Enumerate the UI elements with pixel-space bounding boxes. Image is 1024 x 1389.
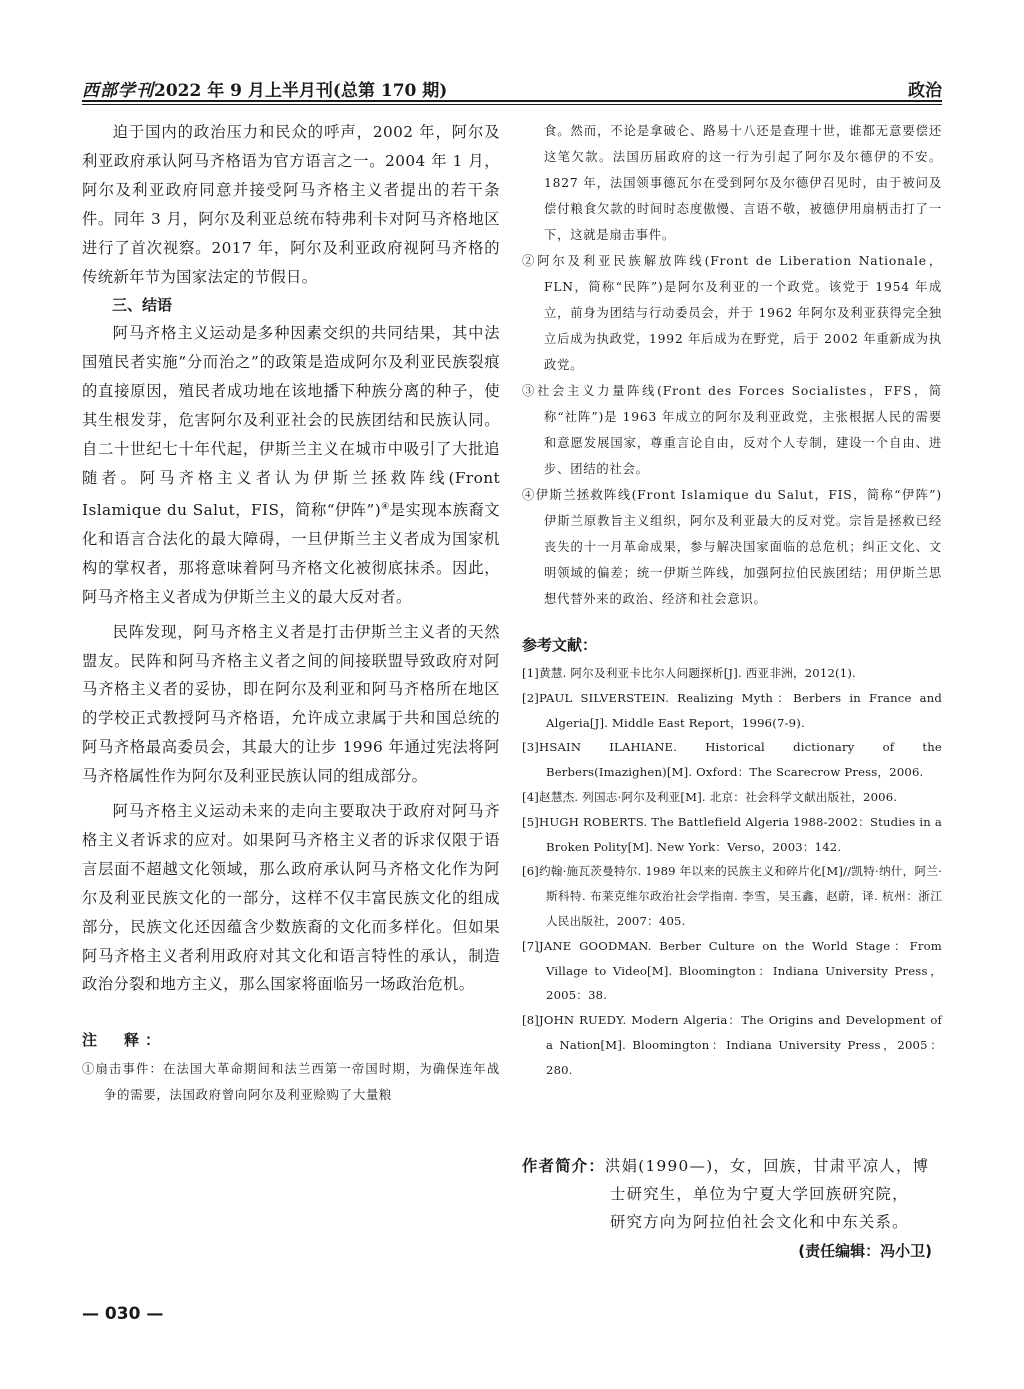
author-line-2: 士研究生，单位为宁夏大学回族研究院， [610,1185,909,1203]
notes-title: 注 释： [82,1031,167,1050]
section-heading-conclusion: 三、结语 [112,296,173,315]
header-rule [82,100,942,102]
paragraph-2 [82,319,500,611]
author-bio [522,1152,942,1264]
author-label: 作者简介： [522,1157,605,1175]
paragraph-3: 民阵发现，阿马齐格主义者是打击伊斯兰主义者的天然盟友。民阵和阿马齐格主义者之间的间接联盟导致政府对阿马齐格主义者的妥协，即在阿尔及利亚和阿马齐格所在地区的学校正式教授阿马齐格语，允许成立隶属于共和国总统的阿马齐格最高委员会，其最大的让步 1996 年通过宪法将阿马齐格属性作为阿尔及利亚民族认同的组成部分。 [82,622,500,786]
note-1-continued: 食。然而，不论是拿破仑、路易十八还是查理十世，谁都无意要偿还这笔欠款。法国历届政府的这一行为引起了阿尔及尔德伊的不安。1827 年，法国领事德瓦尔在受到阿尔及尔德伊召见时，由于被问及偿付粮食欠款的时间时态度傲慢、言语不敬，被德伊用扇柄击打了一下，这就是扇击事件。 [544,124,942,242]
reference-6: [6]约翰·施瓦茨曼特尔. 1989 年以来的民族主义和碎片化[M]//凯特·纳什，阿兰·斯科特. 布莱克维尔政治社会学指南. 李雪，吴玉鑫，赵蔚，译. 杭州：浙江人民出版社，2007：405. [522,864,942,928]
paragraph-2-part-b: 是实现本族裔文化和语言合法化的最大障碍，一旦伊斯兰主义者成为国家机构的掌权者，那将意味着阿马齐格文化被彻底抹杀。因此，阿马齐格主义者成为伊斯兰主义的最大反对者。 [82,500,500,606]
references-title: 参考文献： [522,636,598,654]
author-line-3: 研究方向为阿拉伯社会文化和中东关系。 [610,1213,909,1231]
note-2: ②阿尔及利亚民族解放阵线(Front de Liberation Nationale，FLN，简称“民阵”)是阿尔及利亚的一个政党。该党于 1954 年成立，前身为团结与行动委员会，并于 1962 年阿尔及利亚获得完全独立后成为执政党，1992 年后成为在野党，后于 2002 年重新成为执政党。 [522,254,942,372]
footnote-ref-4: ④ [381,501,390,512]
note-4: ④伊斯兰拯救阵线(Front Islamique du Salut，FIS，简称“伊阵”)伊斯兰原教旨主义组织，阿尔及利亚最大的反对党。宗旨是拯救已经丧失的十一月革命成果，参与解决国家面临的总危机；纠正文化、文明领域的偏差；统一伊斯兰阵线，加强阿拉伯民族团结；用伊斯兰思想代替外来的政治、经济和社会意识。 [522,488,942,606]
reference-5: [5]HUGH ROBERTS. The Battlefield Algeria 1988-2002：Studies in a Broken Polity[M]. New York：Verso，2003：142. [522,814,942,854]
journal-title [82,76,447,101]
author-text-1: 洪娟(1990—)，女，回族，甘肃平凉人，博 [605,1157,930,1175]
note-1: ①扇击事件：在法国大革命期间和法兰西第一帝国时期，为确保连年战争的需要，法国政府曾向阿尔及利亚赊购了大量粮 [82,1062,500,1103]
responsible-editor: (责任编辑：冯小卫) [798,1242,932,1260]
journal-logo: 西部学刊 [82,81,154,101]
author-line-1 [522,1152,942,1180]
header-rule-thin [82,104,942,105]
left-column [82,118,500,1108]
paragraph-4: 阿马齐格主义运动未来的走向主要取决于政府对阿马齐格主义者诉求的应对。如果阿马齐格主义者的诉求仅限于语言层面不超越文化领域，那么政府承认阿马齐格文化作为阿尔及利亚民族文化的一部分，这样不仅丰富民族文化的组成部分，民族文化还因蕴含少数族裔的文化而多样化。但如果阿马齐格主义者利用政府对其文化和语言特性的承认，制造政治分裂和地方主义，那么国家将面临另一场政治危机。 [82,802,500,994]
reference-3: [3]HSAIN ILAHIANE. Historical dictionary of the Berbers(Imazighen)[M]. Oxford：The Scarecrow Press，2006. [522,740,942,780]
note-3: ③社会主义力量阵线(Front des Forces Socialistes，FFS，简称“社阵”)是 1963 年成立的阿尔及利亚政党，主张根据人民的需要和意愿发展国家，尊重言论自由，反对个人专制，建设一个自由、进步、团结的社会。 [522,384,942,476]
reference-4: [4]赵慧杰. 列国志·阿尔及利亚[M]. 北京：社会科学文献出版社，2006. [522,789,898,804]
journal-issue: 2022 年 9 月上半月刊(总第 170 期) [154,81,448,101]
paragraph-1: 迫于国内的政治压力和民众的呼声，2002 年，阿尔及利亚政府承认阿马齐格语为官方语言之一。2004 年 1 月，阿尔及利亚政府同意并接受阿马齐格主义者提出的若干条件。同年 3 月，阿尔及利亚总统布特弗利卡对阿马齐格地区进行了首次视察。2017 年，阿尔及利亚政府视阿马齐格的传统新年节为国家法定的节假日。 [82,123,500,286]
right-column [522,118,942,1083]
reference-7: [7]JANE GOODMAN. Berber Culture on the World Stage：From Village to Video[M]. Bloomington：Indiana University Press，2005：38. [522,938,942,1003]
reference-8: [8]JOHN RUEDY. Modern Algeria：The Origins and Development of a Nation[M]. Bloomington：Indiana University Press，2005：280. [522,1013,942,1077]
reference-2: [2]PAUL SILVERSTEIN. Realizing Myth：Berbers in France and Algeria[J]. Middle East Report，1996(7-9). [522,690,942,730]
section-name: 政治 [908,81,942,101]
page-number: — 030 — [82,1304,164,1324]
reference-1: [1]黄慧. 阿尔及利亚卡比尔人问题探析[J]. 西亚非洲，2012(1). [522,666,856,680]
paragraph-2-part-a: 阿马齐格主义运动是多种因素交织的共同结果，其中法国殖民者实施“分而治之”的政策是造成阿尔及利亚民族裂痕的直接原因，殖民者成功地在该地播下种族分离的种子，使其生根发芽，危害阿尔及利亚社会的民族团结和民族认同。自二十世纪七十年代起，伊斯兰主义在城市中吸引了大批追随者。阿马齐格主义者认为伊斯兰拯救阵线(Front Islamique du Salut，FIS，简称“伊阵”) [82,324,500,519]
